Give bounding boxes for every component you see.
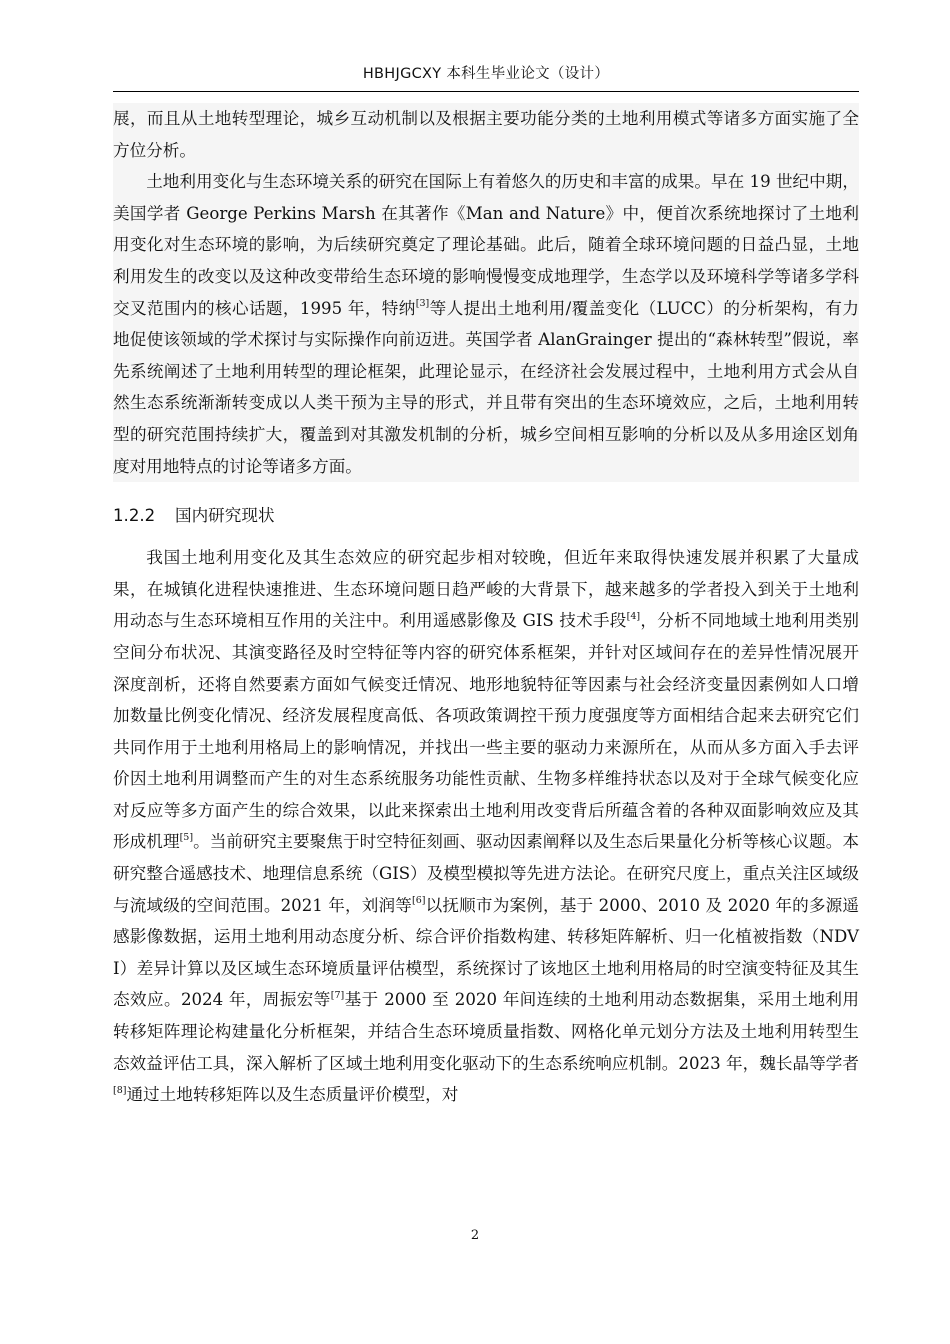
section-heading	[113, 494, 859, 538]
citation-7: [7]	[330, 989, 345, 1001]
paragraph-text: 通过土地转移矩阵以及生态质量评价模型，对	[126, 1085, 459, 1105]
page-number: 2	[470, 1228, 480, 1243]
paragraph-domestic-research	[113, 542, 859, 1111]
citation-6: [6]	[412, 895, 426, 907]
section-title: 国内研究现状	[175, 506, 275, 526]
paragraph-text: 我国土地利用变化及其生态效应的研究起步相对较晚，但近年来取得快速发展并积累了大量成果，在城镇化进程快速推进、生态环境问题日趋严峻的大背景下，越来越多的学者投入到关于土地利用动态与生态环境相互作用的关注中。利用遥感影像及 GIS 技术手段	[113, 548, 859, 631]
citation-3: [3]	[415, 298, 430, 310]
citation-5: [5]	[179, 831, 194, 843]
paragraph-text: 等人提出土地利用/覆盖变化（LUCC）的分析架构，有力地促使该领域的学术探讨与实际操作向前迈进。英国学者 AlanGrainger 提出的“森林转型”假说，率先系统阐述了土地利用转型的理论框架，此理论显示，在经济社会发展过程中，土地利用方式会从自然生态系统渐渐转变成以人类干预为主导的形式，并且带有突出的生态环境效应，之后，土地利用转型的研究范围持续扩大，覆盖到对其激发机制的分析，城乡空间相互影响的分析以及从多用途区划角度对用地特点的讨论等诸多方面。	[113, 298, 859, 476]
citation-8: [8]	[113, 1084, 127, 1096]
paragraph-text: 以抚顺市为案例，基于 2000、2010 及 2020 年的多源遥感影像数据，运用土地利用动态度分析、综合评价指数构建、转移矩阵解析、归一化植被指数（NDVI）差异计算以及区域生态环境质量评估模型，系统探讨了该地区土地利用格局的时空演变特征及其生态效应。2024 年，周振宏等	[113, 895, 859, 1010]
paragraph-text: 基于 2000 至 2020 年间连续的土地利用动态数据集，采用土地利用转移矩阵理论构建量化分析框架，并结合生态环境质量指数、网格化单元划分方法及土地利用转型生态效益评估工具，深入解析了区域土地利用变化驱动下的生态系统响应机制。2023 年，魏长晶等学者	[113, 990, 859, 1073]
paragraph-text: 。当前研究主要聚焦于时空特征刻画、驱动因素阐释以及生态后果量化分析等核心议题。本研究整合遥感技术、地理信息系统（GIS）及模型模拟等先进方法论。在研究尺度上，重点关注区域级与流域级的空间范围。2021 年，刘润等	[113, 832, 859, 915]
paragraph-text: ，分析不同地域土地利用类别空间分布状况、其演变路径及时空特征等内容的研究体系框架，并针对区域间存在的差异性情况展开深度剖析，还将自然要素方面如气候变迁情况、地形地貌特征等因素与社会经济变量因素例如人口增加数量比例变化情况、经济发展程度高低、各项政策调控干预力度强度等方面相结合起来去研究它们共同作用于土地利用格局上的影响情况，并找出一些主要的驱动力来源所在，从而从多方面入手去评价因土地利用调整而产生的对生态系统服务功能性贡献、生物多样维持状态以及对于全球气候变化应对反应等多方面产生的综合效果，以此来探索出土地利用改变背后所蕴含着的各种双面影响效应及其形成机理	[113, 611, 860, 852]
paragraph-text: 土地利用变化与生态环境关系的研究在国际上有着悠久的历史和丰富的成果。早在 19 世纪中期，美国学者 George Perkins Marsh 在其著作《Man and Nature》中，便首次系统地探讨了土地利用变化对生态环境的影响，为后续研究奠定了理论基础。此后，随着全球环境问题的日益凸显，土地利用发生的改变以及这种改变带给生态环境的影响慢慢变成地理学，生态学以及环境科学等诸多学科交叉范围内的核心话题，1995 年，特纳	[113, 172, 859, 318]
paragraph-international-research	[113, 166, 859, 482]
running-header: HBHJGCXY 本科生毕业论文（设计）	[362, 66, 610, 82]
paragraph-continuation: 展，而且从土地转型理论，城乡互动机制以及根据主要功能分类的土地利用模式等诸多方面实施了全方位分析。	[113, 103, 859, 166]
header-rule	[113, 91, 859, 92]
section-number: 1.2.2	[113, 506, 156, 526]
citation-4: [4]	[626, 610, 641, 622]
document-body	[113, 103, 859, 1111]
